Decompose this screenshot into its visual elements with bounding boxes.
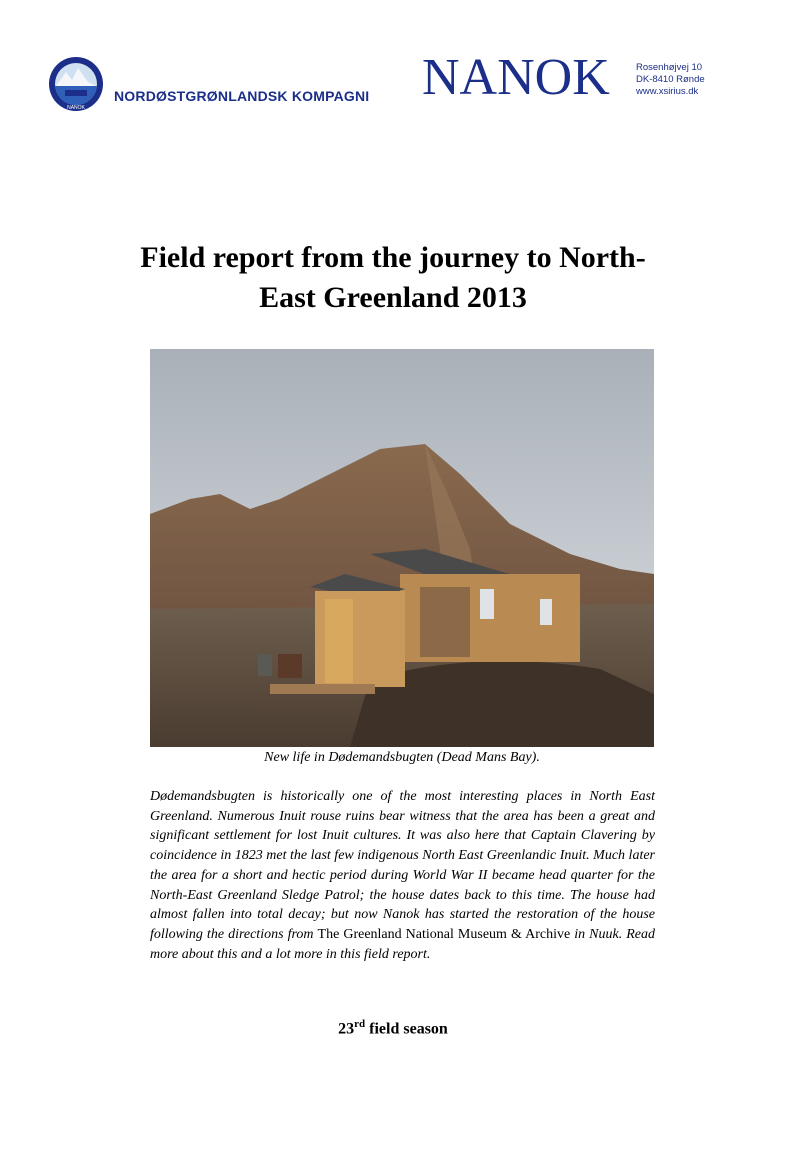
- photo-caption: New life in Dødemandsbugten (Dead Mans Bay).: [264, 750, 540, 765]
- season-label: field season: [365, 1020, 448, 1038]
- intro-paragraph: [150, 787, 655, 964]
- logo-text: NANOK: [67, 105, 85, 111]
- intro-text-part-2: in Nuuk. Read more about this and a lot more in this field report.: [150, 926, 656, 962]
- nanok-seal-icon: [48, 56, 104, 112]
- brand-name: NANOK: [422, 49, 610, 106]
- page-title-line-2: East Greenland 2013: [259, 281, 527, 314]
- address-website[interactable]: www.xsirius.dk: [636, 86, 699, 97]
- address-block: [636, 62, 705, 98]
- season-number: 23: [338, 1020, 355, 1038]
- intro-text-part-1: Dødemandsbugten is historically one of the most interesting places in North East Greenland. Numerous Inuit rouse ruins bear witness that the area has been a great and significant settlement for lost Inuit cultures. It was also here that Captain Clavering by coincidence in 1823 met the last few indigenous North East Greenlandic Inuit. Much later the area for a short and hectic period during World War II became head quarter for the North-East Greenland Sledge Patrol; the house dates back to this time. The house had almost fallen into total decay; but now Nanok has started the restoration of the house following the directions from: [150, 789, 655, 942]
- field-season: [0, 1018, 786, 1038]
- season-ordinal-suffix: rd: [354, 1018, 366, 1030]
- intro-museum-name: The Greenland National Museum & Archive: [317, 926, 571, 942]
- hut-photo: [150, 349, 654, 747]
- org-name: NORDØSTGRØNLANDSK KOMPAGNI: [114, 88, 370, 104]
- page-title-line-1: Field report from the journey to North-: [140, 241, 646, 274]
- address-street: Rosenhøjvej 10: [636, 62, 703, 73]
- address-city: DK-8410 Rønde: [636, 74, 705, 85]
